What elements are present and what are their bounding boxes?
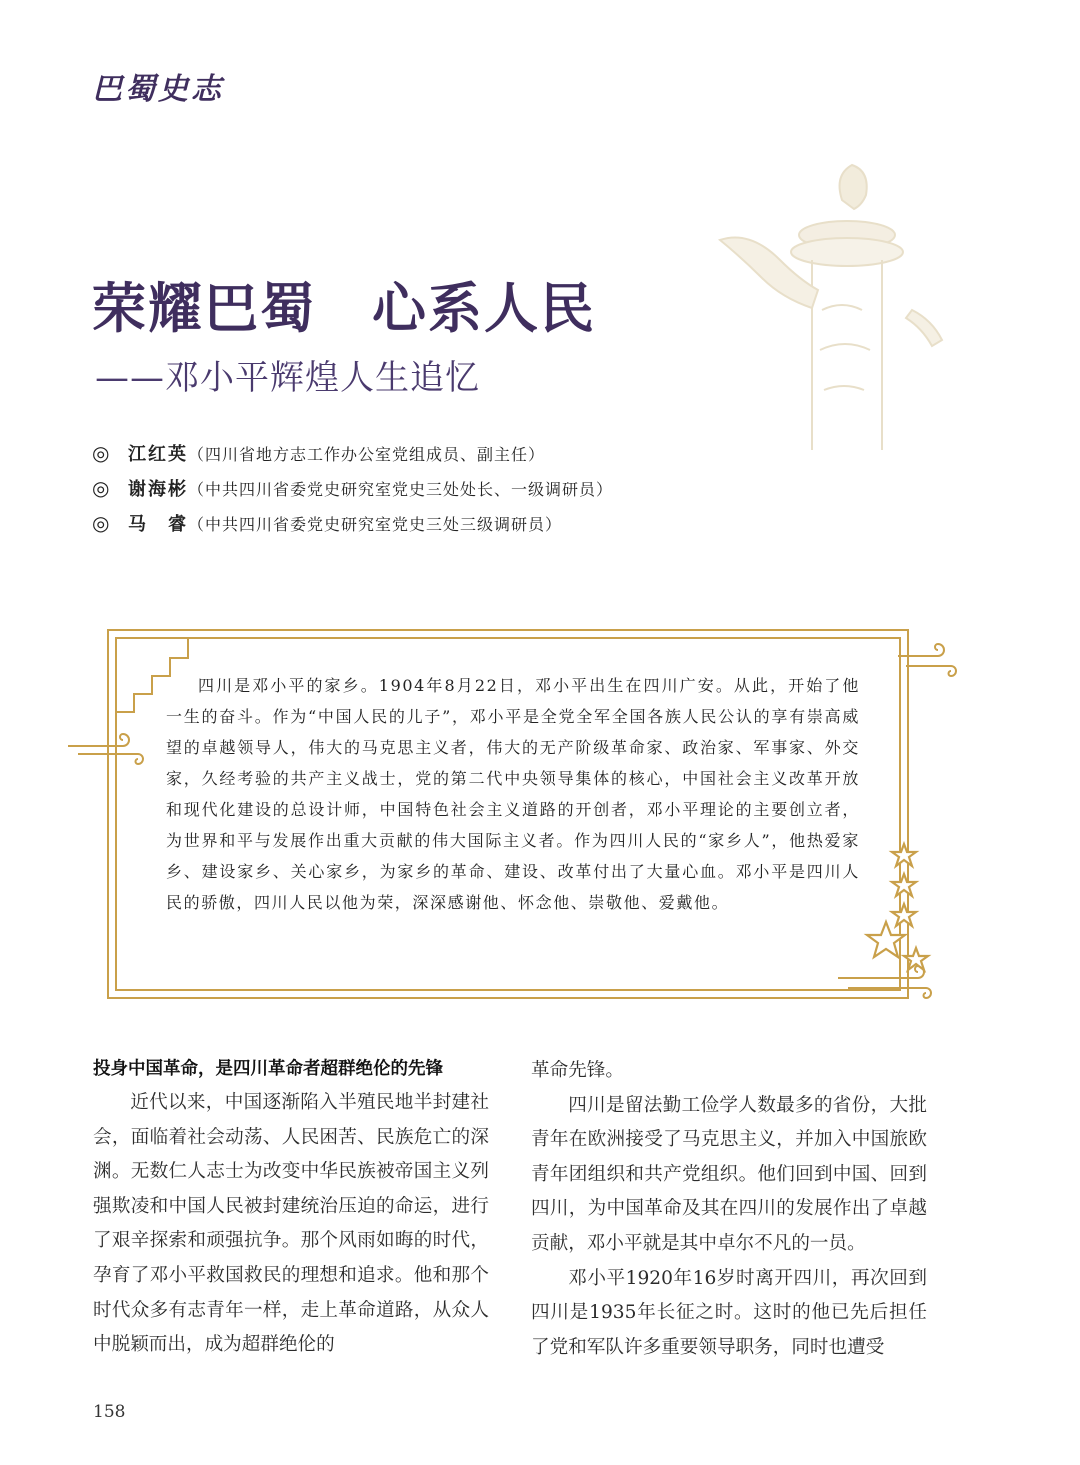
- star-icon: [867, 844, 928, 970]
- bullet-circle-icon: ◎: [92, 441, 110, 465]
- cloud-scroll-icon: [838, 966, 931, 998]
- page-number: 158: [93, 1402, 126, 1422]
- intro-box-text: 四川是邓小平的家乡。1904年8月22日，邓小平出生在四川广安。从此，开始了他一生的奋斗。作为“中国人民的儿子”，邓小平是全党全军全国各族人民公认的享有崇高威望的卓越领导人，伟大的马克思主义者，伟大的无产阶级革命家、政治家、军事家、外交家，久经考验的共产主义战士，党的第二代中央领导集体的核心，中国社会主义改革开放和现代化建设的总设计师，中国特色社会主义道路的开创者，邓小平理论的主要创立者，为世界和平与发展作出重大贡献的伟大国际主义者。作为四川人民的“家乡人”，他热爱家乡、建设家乡、关心家乡，为家乡的革命、建设、改革付出了大量心血。邓小平是四川人民的骄傲，四川人民以他为荣，深深感谢他、怀念他、崇敬他、爱戴他。: [166, 676, 860, 912]
- author-line: [92, 510, 613, 545]
- cloud-scroll-icon: [68, 734, 143, 764]
- author-list: [92, 440, 613, 545]
- author-name: 江红英: [128, 444, 188, 465]
- article-subtitle: ——邓小平辉煌人生追忆: [95, 358, 480, 398]
- body-paragraph-continuation: 革命先锋。: [531, 1060, 624, 1081]
- left-column: [93, 1054, 489, 1363]
- bullet-circle-icon: ◎: [92, 511, 110, 535]
- author-line: [92, 475, 613, 510]
- huabiao-watermark-icon: [712, 160, 952, 450]
- right-column: [531, 1054, 927, 1365]
- cloud-scroll-icon: [898, 644, 956, 676]
- article-title: 荣耀巴蜀 心系人民: [92, 277, 596, 340]
- section-heading: 投身中国革命，是四川革命者超群绝伦的先锋: [93, 1059, 443, 1079]
- author-line: [92, 440, 613, 475]
- body-paragraph: 四川是留法勤工俭学人数最多的省份，大批青年在欧洲接受了马克思主义，并加入中国旅欧青年团组织和共产党组织。他们回到中国、回到四川，为中国革命及其在四川的发展作出了卓越贡献，邓小平就是其中卓尔不凡的一员。: [531, 1094, 927, 1254]
- author-role: （中共四川省委党史研究室党史三处三级调研员）: [188, 515, 563, 534]
- author-role: （中共四川省委党史研究室党史三处处长、一级调研员）: [188, 480, 614, 499]
- body-paragraph: 邓小平1920年16岁时离开四川，再次回到四川是1935年长征之时。这时的他已先后担任了党和军队许多重要领导职务，同时也遭受: [531, 1267, 927, 1358]
- author-role: （四川省地方志工作办公室党组成员、副主任）: [188, 445, 546, 464]
- section-header-title: 巴蜀史志: [92, 72, 224, 107]
- body-paragraph: 近代以来，中国逐渐陷入半殖民地半封建社会，面临着社会动荡、人民困苦、民族危亡的深渊。无数仁人志士为改变中华民族被帝国主义列强欺凌和中国人民被封建统治压迫的命运，进行了艰辛探索和顽强抗争。那个风雨如晦的时代，孕育了邓小平救国救民的理想和追求。他和那个时代众多有志青年一样，走上革命道路，从众人中脱颖而出，成为超群绝伦的: [93, 1092, 489, 1356]
- author-name: 马 睿: [128, 514, 188, 535]
- bullet-circle-icon: ◎: [92, 476, 110, 500]
- author-name: 谢海彬: [128, 479, 188, 500]
